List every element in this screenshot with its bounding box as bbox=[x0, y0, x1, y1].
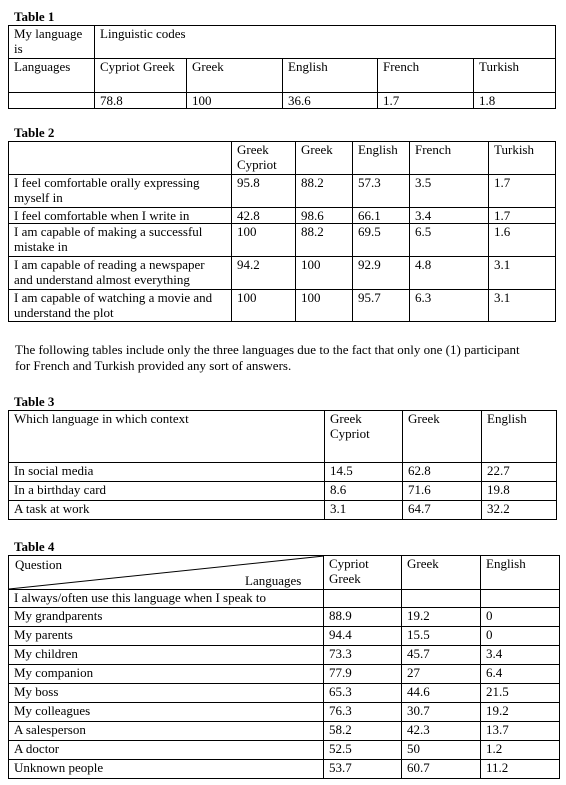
table1-cell: Greek bbox=[187, 59, 283, 93]
table4-cell: Unknown people bbox=[9, 760, 324, 779]
table2-title: Table 2 bbox=[14, 125, 55, 140]
table2-cell: 88.2 bbox=[296, 175, 353, 208]
table1-cell: 36.6 bbox=[283, 93, 378, 109]
table3-cell: 71.6 bbox=[403, 482, 482, 501]
table1-cell: 1.8 bbox=[474, 93, 556, 109]
table1-cell: 78.8 bbox=[95, 93, 187, 109]
table2-cell: 3.5 bbox=[410, 175, 489, 208]
table4-cell: 73.3 bbox=[324, 646, 402, 665]
table2-cell: 42.8 bbox=[232, 208, 296, 224]
table-row bbox=[9, 482, 557, 501]
table2-cell: I am capable of watching a movie and understand the plot bbox=[9, 290, 232, 322]
table4-cell: 1.2 bbox=[481, 741, 560, 760]
table2-cell: I feel comfortable when I write in bbox=[9, 208, 232, 224]
table-row bbox=[9, 224, 556, 257]
explanatory-paragraph: The following tables include only the three languages due to the fact that only one (1) participant for French and Turkish provided any sort of answers. bbox=[15, 342, 520, 373]
table-row bbox=[9, 760, 560, 779]
table-row bbox=[9, 627, 560, 646]
table4-cell: My companion bbox=[9, 665, 324, 684]
table2-cell: 57.3 bbox=[353, 175, 410, 208]
table4-cell bbox=[481, 590, 560, 608]
table4-subheader: I always/often use this language when I speak to bbox=[9, 590, 324, 608]
table3-header-cell: Greek bbox=[403, 411, 482, 463]
table4-cell: 15.5 bbox=[402, 627, 481, 646]
table2-cell: 6.3 bbox=[410, 290, 489, 322]
table4-header-cell: Greek bbox=[402, 556, 481, 590]
table4-cell: 45.7 bbox=[402, 646, 481, 665]
table-row bbox=[9, 741, 560, 760]
table3-cell: A task at work bbox=[9, 501, 325, 520]
table1-cell: French bbox=[378, 59, 474, 93]
table2-cell: 88.2 bbox=[296, 224, 353, 257]
table-row bbox=[9, 703, 560, 722]
table3-title: Table 3 bbox=[14, 394, 55, 409]
table1-cell: 1.7 bbox=[378, 93, 474, 109]
table3-cell: 14.5 bbox=[325, 463, 403, 482]
table2-header-cell: English bbox=[353, 142, 410, 175]
table-row bbox=[9, 665, 560, 684]
table4-diagonal-header bbox=[9, 556, 324, 590]
table2-cell: 3.1 bbox=[489, 257, 556, 290]
table4-header-cell: English bbox=[481, 556, 560, 590]
table2-header-cell: Turkish bbox=[489, 142, 556, 175]
table4-cell: 21.5 bbox=[481, 684, 560, 703]
table1-row1-header: Linguistic codes bbox=[95, 26, 556, 59]
table4-cell: 94.4 bbox=[324, 627, 402, 646]
table2-cell: 1.7 bbox=[489, 175, 556, 208]
table2-cell: 66.1 bbox=[353, 208, 410, 224]
table4-cell: My boss bbox=[9, 684, 324, 703]
table2-cell: 100 bbox=[296, 257, 353, 290]
table2-cell: I am capable of making a successful mistake in bbox=[9, 224, 232, 257]
table2-cell: 3.1 bbox=[489, 290, 556, 322]
table4-cell: 52.5 bbox=[324, 741, 402, 760]
table2-cell: 100 bbox=[296, 290, 353, 322]
table4-question-label: Question bbox=[15, 557, 62, 572]
table1-cell: English bbox=[283, 59, 378, 93]
table1-row1-label: My language is bbox=[9, 26, 95, 59]
table2-cell: 95.8 bbox=[232, 175, 296, 208]
table2-cell: 1.7 bbox=[489, 208, 556, 224]
table3-header-cell: English bbox=[482, 411, 557, 463]
table2-cell: 69.5 bbox=[353, 224, 410, 257]
table3-cell: In a birthday card bbox=[9, 482, 325, 501]
table-row bbox=[9, 501, 557, 520]
table4-cell: 50 bbox=[402, 741, 481, 760]
table3-cell: 62.8 bbox=[403, 463, 482, 482]
table1-title: Table 1 bbox=[14, 9, 55, 24]
table4-cell bbox=[402, 590, 481, 608]
table2-cell: 6.5 bbox=[410, 224, 489, 257]
table1-cell: 100 bbox=[187, 93, 283, 109]
table4-cell: 58.2 bbox=[324, 722, 402, 741]
table-row bbox=[9, 684, 560, 703]
table3-cell: In social media bbox=[9, 463, 325, 482]
table2-cell: 94.2 bbox=[232, 257, 296, 290]
table4-languages-label: Languages bbox=[245, 573, 302, 588]
table1-cell bbox=[9, 93, 95, 109]
table2-cell: 3.4 bbox=[410, 208, 489, 224]
table2-cell: 100 bbox=[232, 224, 296, 257]
table4-cell: A doctor bbox=[9, 741, 324, 760]
table4-cell: My colleagues bbox=[9, 703, 324, 722]
table3-cell: 64.7 bbox=[403, 501, 482, 520]
table4-cell: 19.2 bbox=[402, 608, 481, 627]
table4-cell: 11.2 bbox=[481, 760, 560, 779]
table3-header-cell: Greek Cypriot bbox=[325, 411, 403, 463]
table2 bbox=[8, 141, 556, 322]
table-row bbox=[9, 463, 557, 482]
table-row bbox=[9, 175, 556, 208]
table4-header-cell: Cypriot Greek bbox=[324, 556, 402, 590]
table3-cell: 8.6 bbox=[325, 482, 403, 501]
table2-cell: 98.6 bbox=[296, 208, 353, 224]
table4-cell: My parents bbox=[9, 627, 324, 646]
table1-cell: Turkish bbox=[474, 59, 556, 93]
table4 bbox=[8, 555, 560, 779]
table1-cell: Cypriot Greek bbox=[95, 59, 187, 93]
table1-cell: Languages bbox=[9, 59, 95, 93]
table4-cell: 76.3 bbox=[324, 703, 402, 722]
table3-header-cell: Which language in which context bbox=[9, 411, 325, 463]
table2-header-cell: French bbox=[410, 142, 489, 175]
table4-cell: 6.4 bbox=[481, 665, 560, 684]
table4-cell: 3.4 bbox=[481, 646, 560, 665]
table4-cell: 53.7 bbox=[324, 760, 402, 779]
table3-cell: 19.8 bbox=[482, 482, 557, 501]
table4-cell: 0 bbox=[481, 608, 560, 627]
table-row bbox=[9, 608, 560, 627]
table4-cell: My grandparents bbox=[9, 608, 324, 627]
table-row bbox=[9, 290, 556, 322]
table4-cell: 77.9 bbox=[324, 665, 402, 684]
table2-cell: I feel comfortable orally expressing myself in bbox=[9, 175, 232, 208]
table3-cell: 22.7 bbox=[482, 463, 557, 482]
table2-header-cell: Greek bbox=[296, 142, 353, 175]
table2-cell: 92.9 bbox=[353, 257, 410, 290]
table4-cell: My children bbox=[9, 646, 324, 665]
table4-cell: A salesperson bbox=[9, 722, 324, 741]
table-row bbox=[9, 257, 556, 290]
table-row bbox=[9, 646, 560, 665]
table2-cell: 95.7 bbox=[353, 290, 410, 322]
table4-cell bbox=[324, 590, 402, 608]
table4-cell: 27 bbox=[402, 665, 481, 684]
table-row bbox=[9, 722, 560, 741]
table-row bbox=[9, 208, 556, 224]
table4-cell: 13.7 bbox=[481, 722, 560, 741]
table4-cell: 30.7 bbox=[402, 703, 481, 722]
table4-cell: 44.6 bbox=[402, 684, 481, 703]
table1 bbox=[8, 25, 556, 109]
table4-cell: 19.2 bbox=[481, 703, 560, 722]
table2-cell: 1.6 bbox=[489, 224, 556, 257]
table2-cell: 100 bbox=[232, 290, 296, 322]
table4-cell: 60.7 bbox=[402, 760, 481, 779]
table2-cell: 4.8 bbox=[410, 257, 489, 290]
table4-cell: 42.3 bbox=[402, 722, 481, 741]
table4-cell: 88.9 bbox=[324, 608, 402, 627]
table4-title: Table 4 bbox=[14, 539, 55, 554]
table2-header-cell: Greek Cypriot bbox=[232, 142, 296, 175]
table3-cell: 32.2 bbox=[482, 501, 557, 520]
table2-header-cell bbox=[9, 142, 232, 175]
table4-cell: 0 bbox=[481, 627, 560, 646]
table3 bbox=[8, 410, 557, 520]
table3-cell: 3.1 bbox=[325, 501, 403, 520]
table4-cell: 65.3 bbox=[324, 684, 402, 703]
table2-cell: I am capable of reading a newspaper and understand almost everything bbox=[9, 257, 232, 290]
